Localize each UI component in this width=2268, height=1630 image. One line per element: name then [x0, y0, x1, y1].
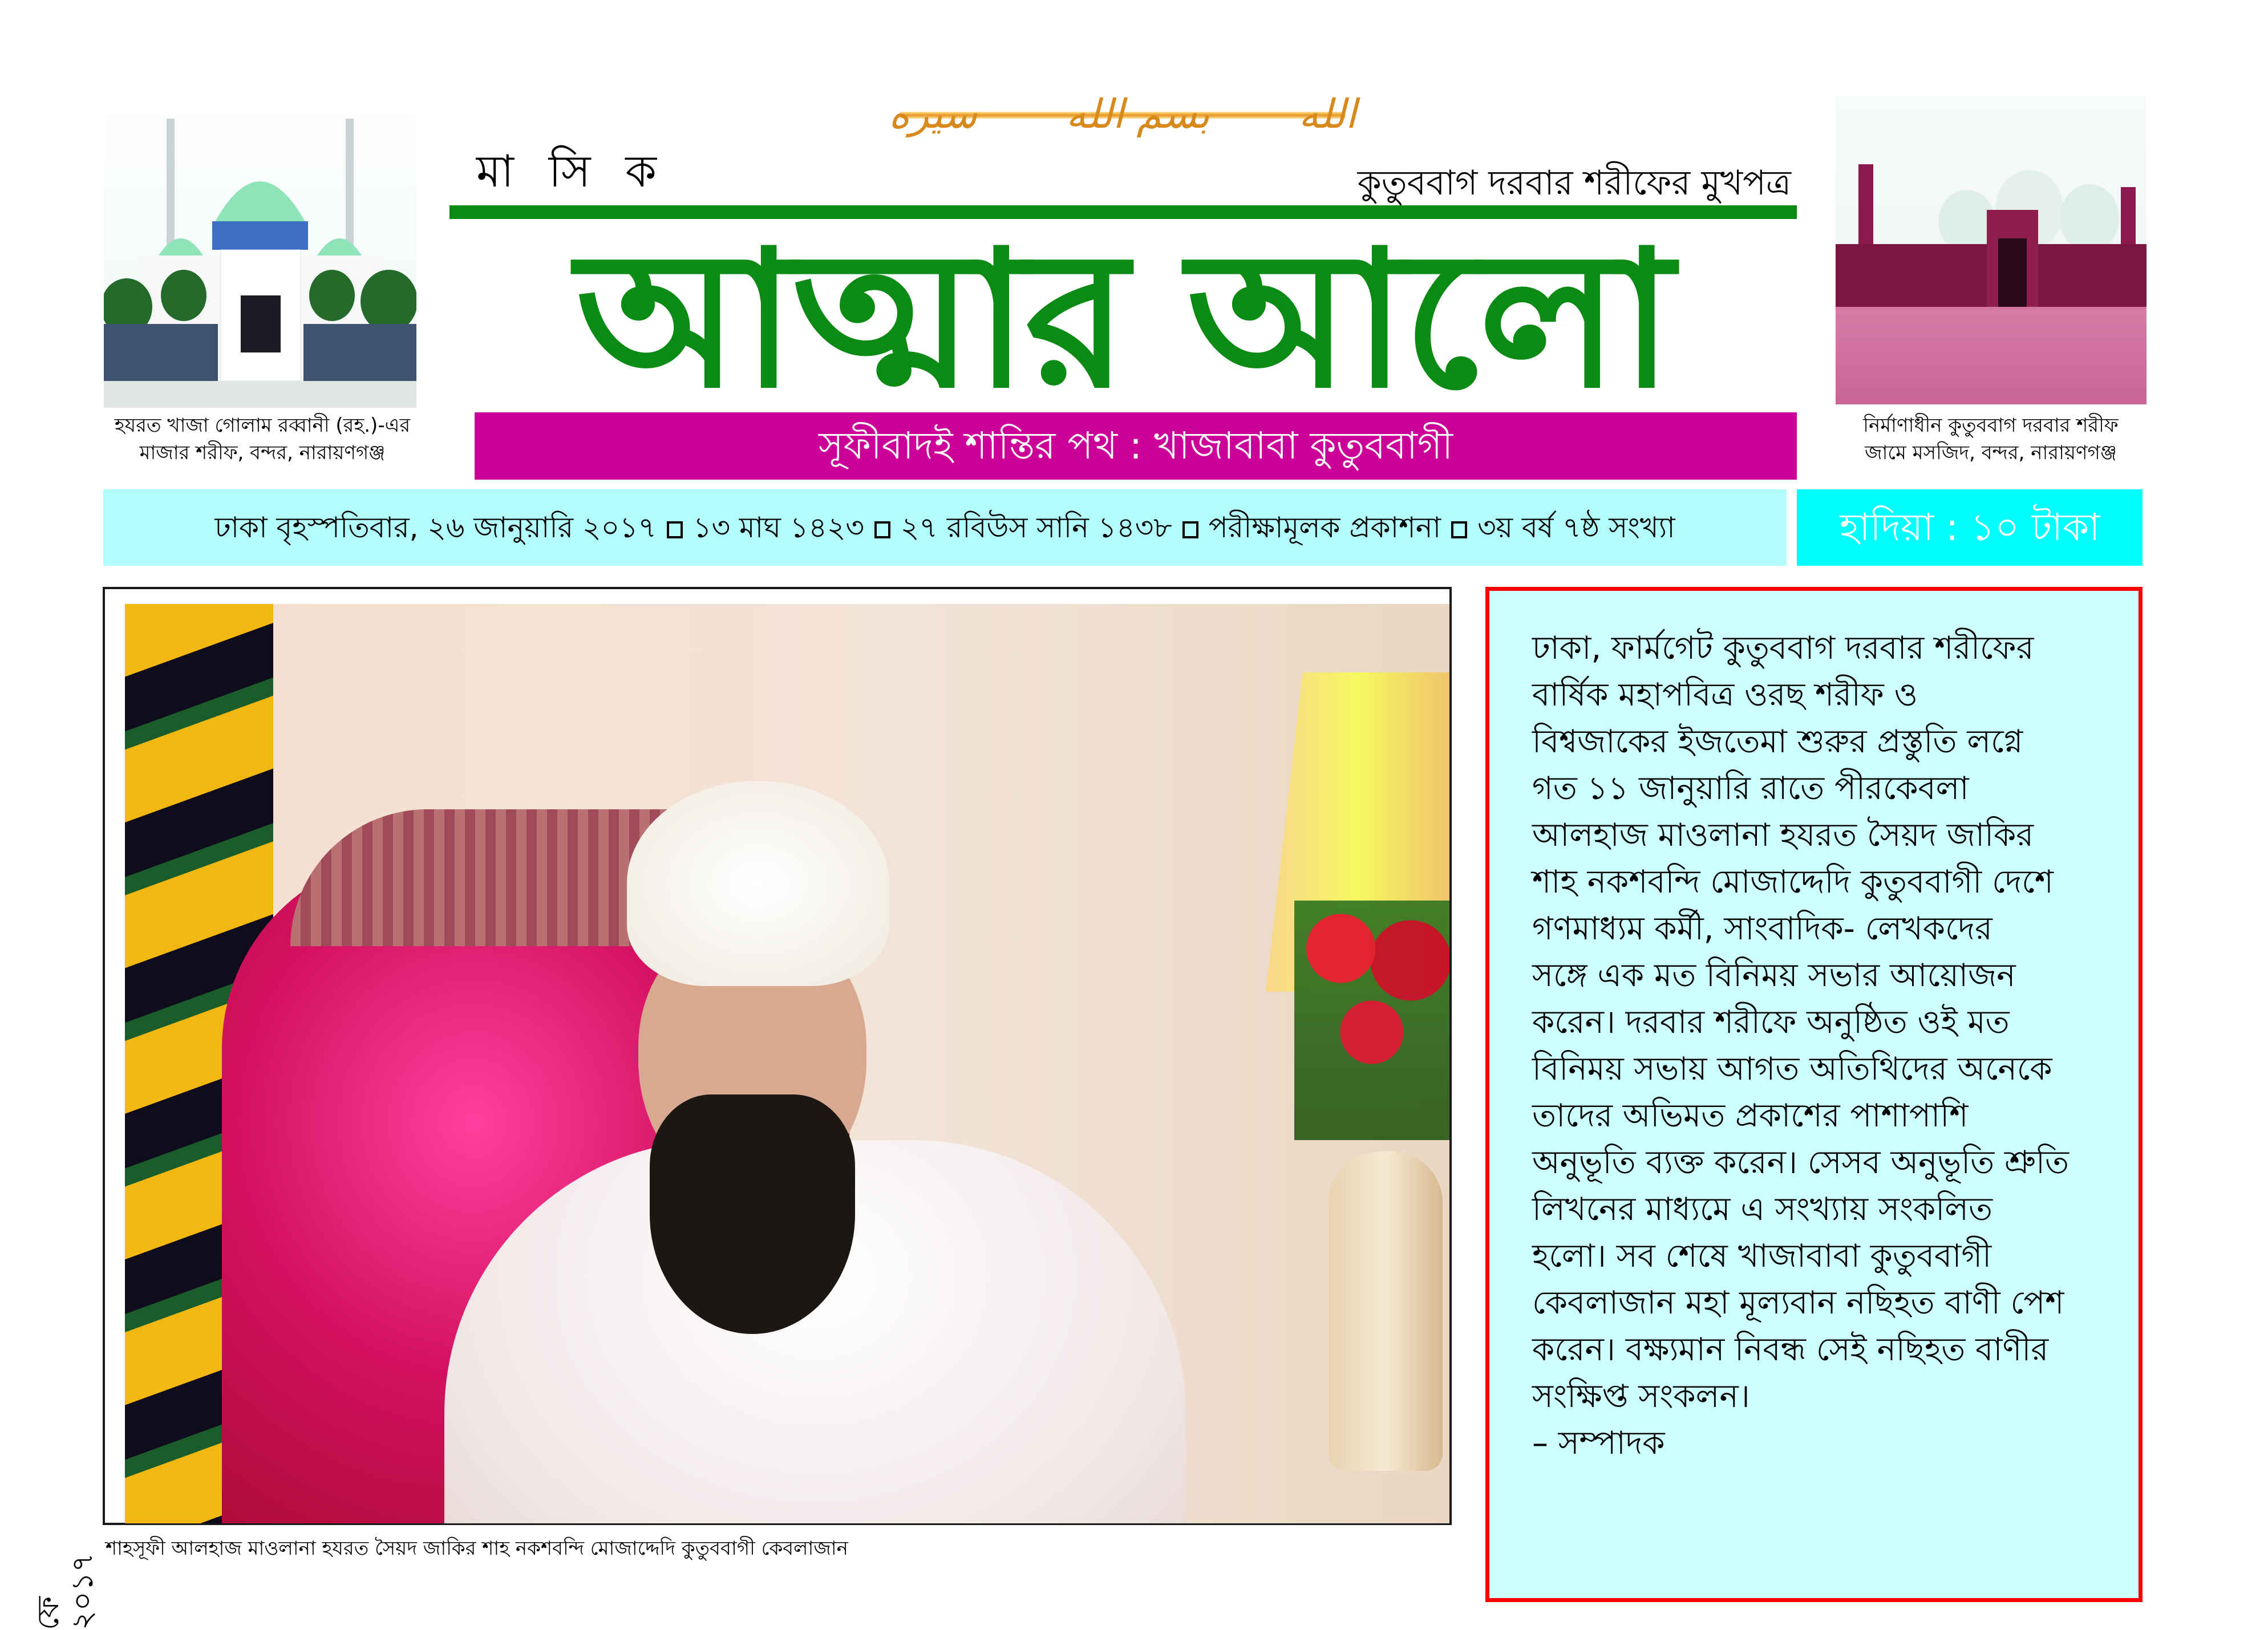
dateline-band [103, 489, 1787, 566]
left-caption-line2: মাজার শরীফ, বন্দর, নারায়ণগঞ্জ [139, 441, 386, 464]
separator-box-icon [874, 521, 890, 538]
dateline-issue: ৩য় বর্ষ ৭ষ্ঠ সংখ্যা [1477, 511, 1675, 544]
article-line: গণমাধ্যম কর্মী, সাংবাদিক- লেখকদের [1532, 910, 1992, 947]
article-line: বিশ্বজাকের ইজতেমা শুরুর প্রস্তুতি লগ্নে [1532, 723, 2023, 760]
article-line: সঙ্গে এক মত বিনিময় সভার আয়োজন [1532, 957, 2016, 994]
vase-graphic [1329, 1151, 1443, 1471]
separator-box-icon [1182, 521, 1198, 538]
article-line: সংক্ষিপ্ত সংকলন। [1532, 1378, 1750, 1415]
calligraphy-left: سيره [889, 91, 978, 137]
turban-graphic [627, 781, 889, 986]
left-image-caption [91, 412, 434, 467]
side-date-text: ফে ২০১৭ [31, 1552, 100, 1630]
calligraphy-middle: بسم الله [1066, 91, 1210, 137]
article-line: ঢাকা, ফার্মগেট কুতুববাগ দরবার শরীফের [1532, 630, 2034, 667]
article-line: করেন। দরবার শরীফে অনুষ্ঠিত ওই মত [1532, 1004, 2010, 1041]
jame-masjid-image [1836, 96, 2146, 404]
roses-graphic [1294, 901, 1449, 1140]
article-line: আলহাজ মাওলানা হযরত সৈয়দ জাকির [1532, 817, 2034, 854]
article-line: তাদের অভিমত প্রকাশের পাশাপাশি [1532, 1097, 1969, 1134]
article-line: কেবলাজান মহা মূল্যবান নছিহত বাণী পেশ [1532, 1284, 2064, 1321]
photo-caption: শাহসূফী আলহাজ মাওলানা হযরত সৈয়দ জাকির শাহ নকশবন্দি মোজাদ্দেদি কুতুববাগী কেবলাজান [106, 1537, 848, 1560]
frequency-label: মা সি ক [476, 146, 667, 197]
price-badge: হাদিয়া : ১০ টাকা [1797, 489, 2143, 566]
article-line: শাহ নকশবন্দি মোজাদ্দেদি কুতুববাগী দেশে [1532, 863, 2054, 901]
mouthpiece-label: কুতুববাগ দরবার শরীফের মুখপত্র [1357, 163, 1791, 203]
portrait-photo [125, 604, 1449, 1523]
dateline-hijri-date: ২৭ রবিউস সানি ১৪৩৮ [900, 511, 1172, 544]
dateline-date: ঢাকা বৃহস্পতিবার, ২৬ জানুয়ারি ২০১৭ [214, 511, 657, 544]
article-line: অনুভূতি ব্যক্ত করেন। সেসব অনুভূতি শ্রুতি [1532, 1144, 2069, 1181]
separator-box-icon [1451, 521, 1467, 538]
right-image-caption [1814, 412, 2168, 467]
slogan-banner: সূফীবাদই শান্তির পথ : খাজাবাবা কুতুববাগী [475, 412, 1797, 480]
left-caption-line1: হযরত খাজা গোলাম রব্বানী (রহ.)-এর [114, 414, 411, 437]
editor-signature: – সম্পাদক [1532, 1425, 1665, 1462]
dateline-edition: পরীক্ষামূলক প্রকাশনা [1208, 511, 1441, 544]
editorial-box [1485, 587, 2143, 1602]
article-line: লিখনের মাধ্যমে এ সংখ্যায় সংকলিত [1532, 1191, 1992, 1228]
right-caption-line1: নির্মাণাধীন কুতুববাগ দরবার শরীফ [1863, 414, 2119, 437]
calligraphy-right: الله [1298, 91, 1356, 137]
article-line: হলো। সব শেষে খাজাবাবা কুতুববাগী [1532, 1238, 1992, 1275]
article-line: করেন। বক্ষ্যমান নিবন্ধ সেই নছিহত বাণীর [1532, 1331, 2049, 1368]
mosque-icon [1836, 96, 2146, 404]
separator-box-icon [667, 521, 683, 538]
masthead-title: আত্মার আলো [449, 205, 1797, 408]
article-line: বিনিময় সভায় আগত অতিথিদের অনেকে [1532, 1051, 2052, 1088]
mosque-icon [104, 96, 416, 408]
dateline-bangla-date: ১৩ মাঘ ১৪২৩ [693, 511, 864, 544]
mazar-sharif-image [104, 96, 416, 408]
article-line: গত ১১ জানুয়ারি রাতে পীরকেবলা [1532, 770, 1969, 807]
bismillah-calligraphy [877, 86, 1368, 143]
right-caption-line2: জামে মসজিদ, বন্দর, নারায়ণগঞ্জ [1865, 441, 2117, 464]
article-line: বার্ষিক মহাপবিত্র ওরছ শরীফ ও [1532, 676, 1918, 713]
beard-graphic [650, 1094, 855, 1334]
